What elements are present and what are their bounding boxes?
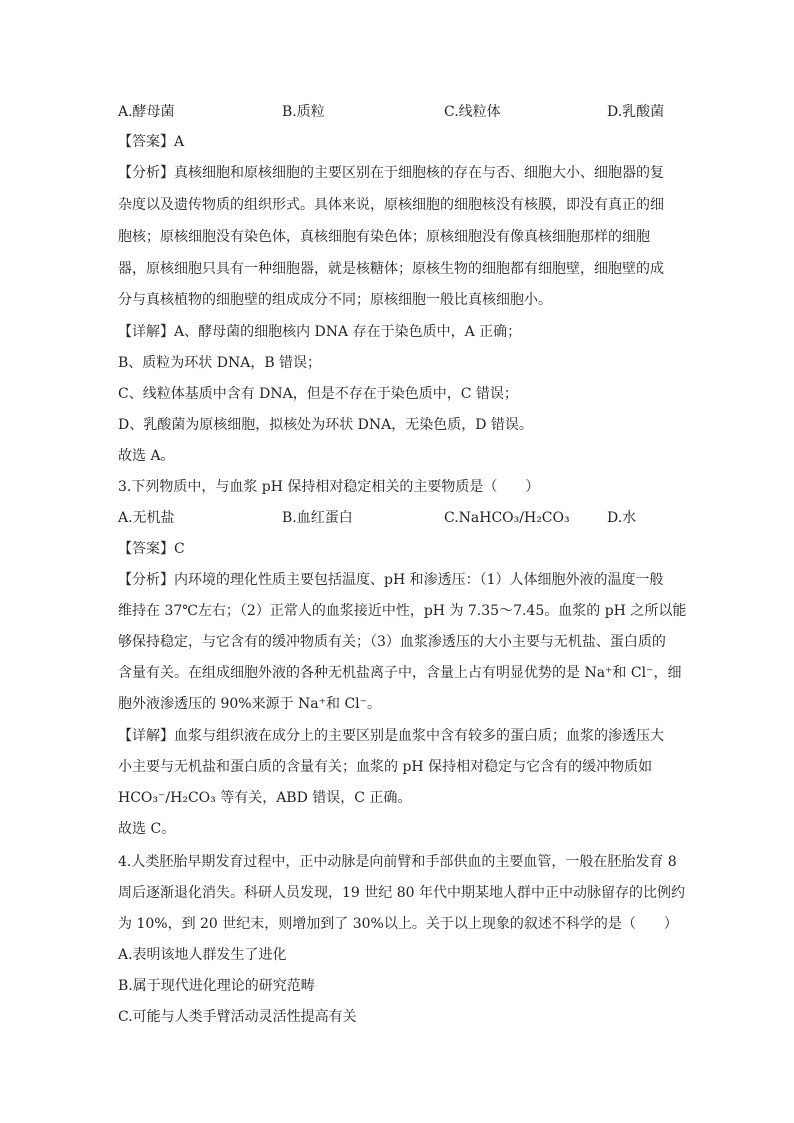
- q3-detail-line: 【详解】血浆与组织液在成分上的主要区别是血浆中含有较多的蛋白质；血浆的渗透压大: [118, 728, 664, 744]
- q3-detail-line: 小主要与无机盐和蛋白质的含量有关；血浆的 pH 保持相对稳定与它含有的缓冲物质如: [118, 759, 653, 775]
- q4-option-a: A.表明该地人群发生了进化: [118, 947, 287, 963]
- q3-stem: 3.下列物质中，与血浆 pH 保持相对稳定相关的主要物质是（ ）: [118, 479, 540, 495]
- q2-detail-line: C、线粒体基质中含有 DNA，但是不存在于染色质中，C 错误；: [118, 386, 518, 402]
- q2-detail-line: 【详解】A、酵母菌的细胞核内 DNA 存在于染色质中，A 正确；: [118, 324, 522, 340]
- q3-detail-line: HCO₃⁻/H₂CO₃ 等有关，ABD 错误，C 正确。: [118, 790, 412, 806]
- q2-option-b: B.质粒: [282, 104, 325, 120]
- q3-option-d: D.水: [607, 510, 637, 526]
- q3-conclusion: 故选 C。: [118, 821, 176, 837]
- q2-detail-line: D、乳酸菌为原核细胞，拟核处为环状 DNA，无染色质，D 错误。: [118, 417, 533, 433]
- q3-analysis-line: 含量有关。在组成细胞外液的各种无机盐离子中，含量上占有明显优势的是 Na⁺和 Cl⁻，细: [118, 665, 682, 681]
- q2-analysis-line: 胞核；原核细胞没有染色体，真核细胞有染色体；原核细胞没有像真核细胞那样的细胞: [118, 229, 650, 245]
- q2-option-c: C.线粒体: [444, 104, 501, 120]
- q3-option-c: C.NaHCO₃/H₂CO₃: [444, 510, 570, 526]
- q2-analysis-line: 分与真核植物的细胞壁的组成成分不同；原核细胞一般比真核细胞小。: [118, 292, 552, 308]
- q3-analysis-line: 维持在 37℃左右；（2）正常人的血浆接近中性，pH 为 7.35～7.45。血浆的 pH 之所以能: [118, 603, 687, 619]
- q2-conclusion: 故选 A。: [118, 448, 175, 464]
- q2-analysis-line: 器，原核细胞只具有一种细胞器，就是核糖体；原核生物的细胞都有细胞壁，细胞壁的成: [118, 261, 664, 277]
- q2-analysis-line: 【分析】真核细胞和原核细胞的主要区别在于细胞核的存在与否、细胞大小、细胞器的复: [118, 165, 664, 181]
- q2-detail-line: B、质粒为环状 DNA，B 错误；: [118, 355, 322, 371]
- q3-analysis-line: 【分析】内环境的理化性质主要包括温度、pH 和渗透压：（1）人体细胞外液的温度一般: [118, 572, 664, 588]
- q3-answer: 【答案】C: [118, 541, 185, 557]
- q4-option-c: C.可能与人类手臂活动灵活性提高有关: [118, 1009, 357, 1025]
- q3-option-b: B.血红蛋白: [282, 510, 353, 526]
- q3-analysis-line: 够保持稳定，与它含有的缓冲物质有关；（3）血浆渗透压的大小主要与无机盐、蛋白质的: [118, 634, 666, 650]
- q4-option-b: B.属于现代进化理论的研究范畴: [118, 978, 315, 994]
- q3-option-a: A.无机盐: [118, 510, 175, 526]
- q3-analysis-line: 胞外液渗透压的 90%来源于 Na⁺和 Cl⁻。: [118, 696, 382, 712]
- q2-option-d: D.乳酸菌: [607, 104, 665, 120]
- q4-stem-line: 周后逐渐退化消失。科研人员发现，19 世纪 80 年代中期某地人群中正中动脉留存的比例约: [118, 885, 685, 901]
- q4-stem-line: 为 10%，到 20 世纪末，则增加到了 30%以上。关于以上现象的叙述不科学的是（ ）: [118, 916, 678, 932]
- q2-option-a: A.酵母菌: [118, 104, 175, 120]
- q2-analysis-line: 杂度以及遗传物质的组织形式。具体来说，原核细胞的细胞核没有核膜，即没有真正的细: [118, 197, 664, 213]
- q2-answer: 【答案】A: [118, 134, 185, 150]
- q4-stem-line: 4.人类胚胎早期发育过程中，正中动脉是向前臂和手部供血的主要血管，一般在胚胎发育 8: [118, 854, 677, 870]
